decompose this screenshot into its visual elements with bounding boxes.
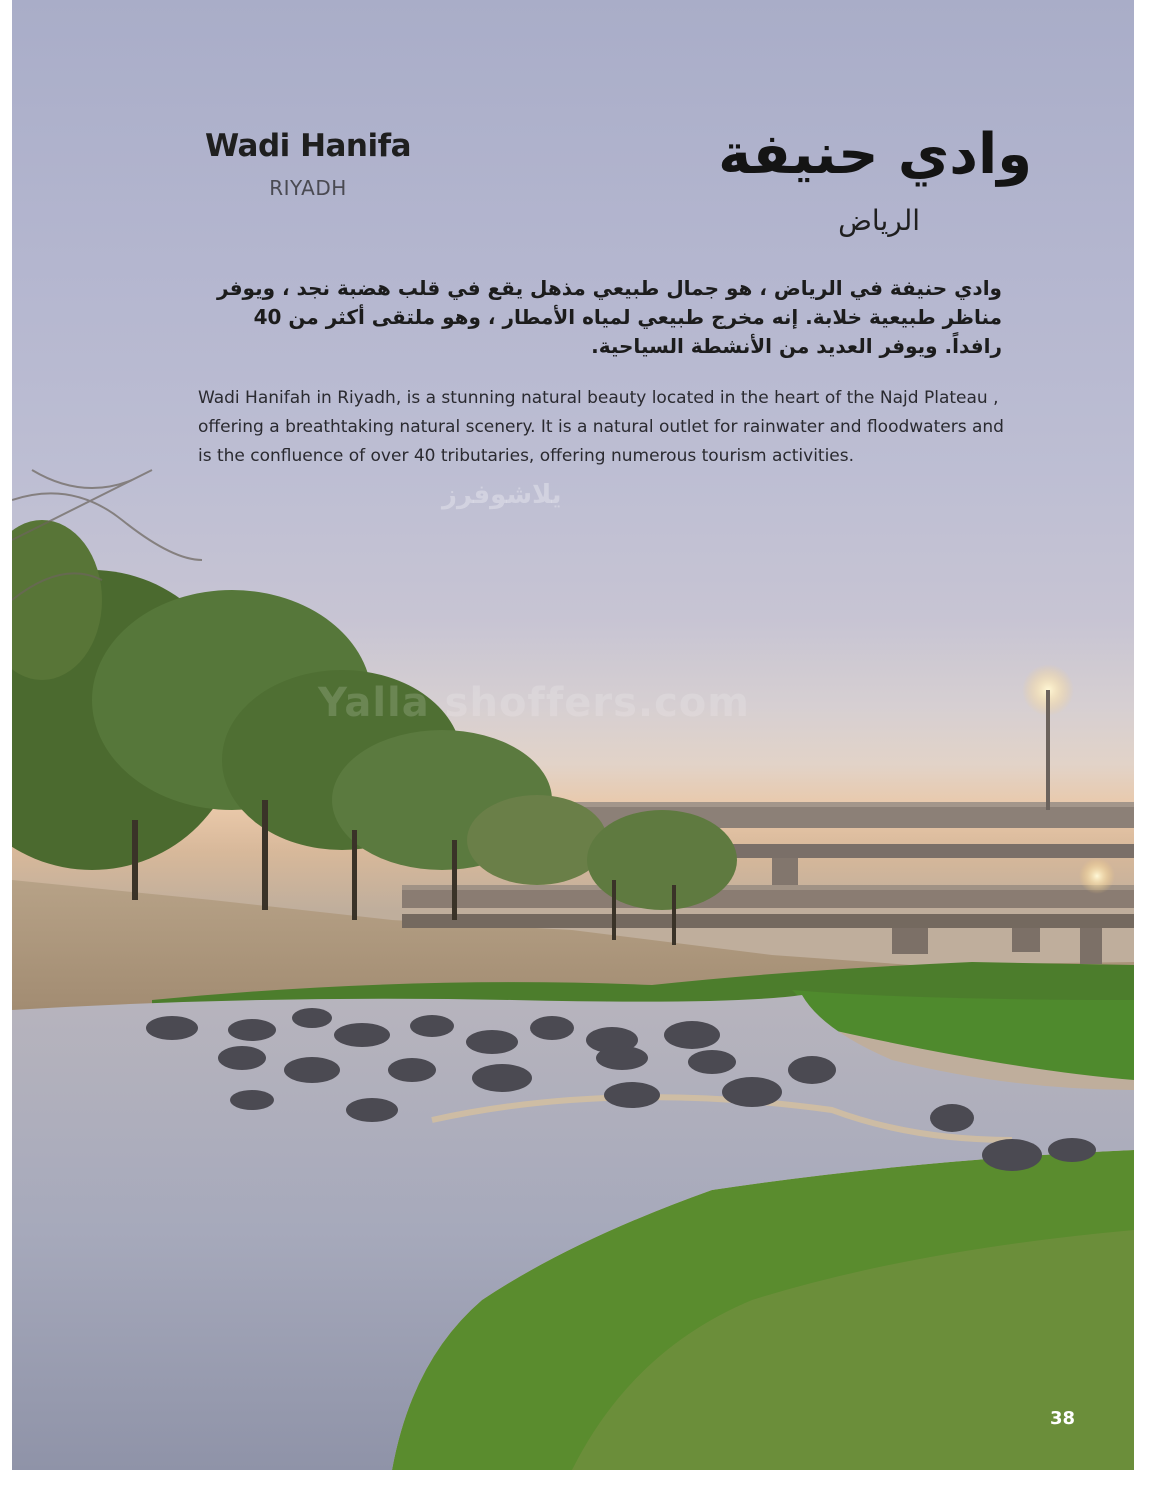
page-title-english: Wadi Hanifa — [204, 128, 412, 164]
magazine-page — [12, 0, 1134, 1470]
description-arabic: وادي حنيفة في الرياض ، هو جمال طبيعي مذهل يقع في قلب هضبة نجد ، ويوفر مناظر طبيعية خلابة. إنه مخرج طبيعي لمياه الأمطار ، وهو ملتقى أكثر من 40 رافداً. ويوفر العديد من الأنشطة السياحية. — [217, 276, 1002, 358]
wadi-landscape-photo — [12, 0, 1134, 1470]
description-english: Wadi Hanifah in Riyadh, is a stunning natural beauty located in the heart of the Najd Plateau , offering a breathtaking natural scenery. It is a natural outlet for rainwater and floodwaters and is the confluence of over 40 tributaries, offering numerous tourism activities. — [198, 388, 1004, 466]
page-subtitle-arabic: الرياض — [838, 204, 920, 237]
street-lamp — [1022, 664, 1115, 894]
watermark-site: Yalla shoffers.com — [318, 680, 750, 726]
acacia-trees — [12, 520, 737, 945]
page-title-arabic: وادي حنيفة — [718, 122, 1032, 187]
watermark-arabic: يلاشوفرز — [442, 480, 562, 510]
page-number: 38 — [1050, 1408, 1076, 1429]
page-subtitle-english: RIYADH — [269, 176, 347, 200]
